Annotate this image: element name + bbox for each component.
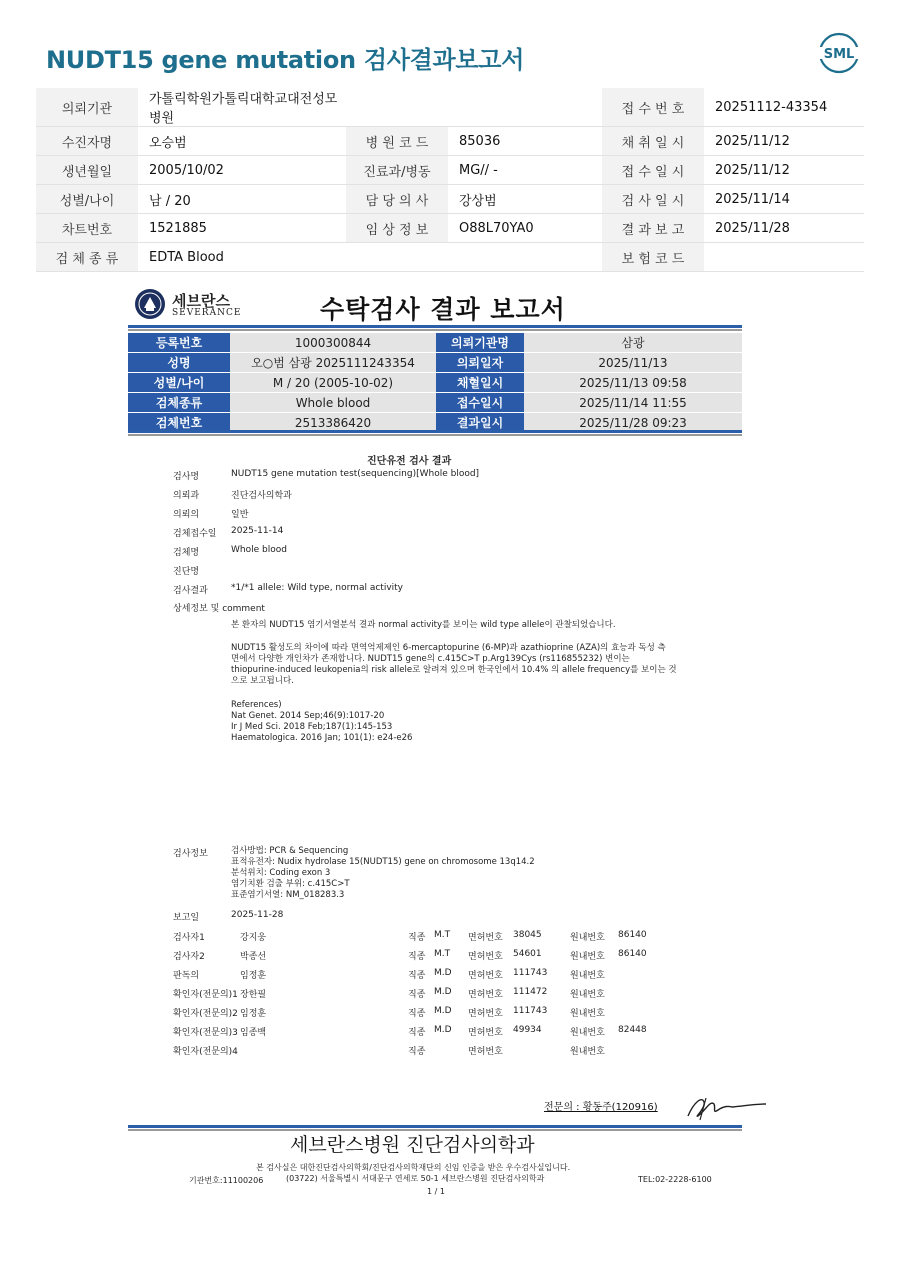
staff-role: 판독의 — [173, 971, 200, 981]
severance-name-kr: 세브란스 — [172, 292, 230, 310]
order-info-label: 검 체 종 류 — [36, 243, 138, 272]
top-divider — [128, 325, 742, 328]
severance-emblem-icon — [134, 288, 166, 324]
order-info-value: 오승범 — [138, 127, 346, 156]
staff-job-l: 직종 — [408, 1009, 426, 1019]
staff-lic-l: 면허번호 — [468, 1047, 503, 1057]
staff-job: M.D — [434, 987, 452, 997]
staff-in: 86140 — [618, 949, 647, 959]
patient-info-label: 의뢰일자 — [436, 353, 524, 373]
order-info-row — [36, 185, 864, 214]
order-info-label: 결 과 보 고 — [602, 214, 704, 243]
patient-info-row — [128, 353, 742, 373]
order-info-label — [346, 88, 448, 127]
text-line: 염기치환 검출 부위: c.415C>T — [231, 879, 350, 889]
footer-tel: TEL:02-2228-6100 — [638, 1175, 712, 1184]
order-info-label: 임 상 정 보 — [346, 214, 448, 243]
staff-lic: 111743 — [513, 1006, 548, 1016]
staff-job: M.T — [434, 930, 451, 940]
text-line: 검사방법: PCR & Sequencing — [231, 846, 349, 856]
staff-lic-l: 면허번호 — [468, 933, 503, 943]
page-number: 1 / 1 — [427, 1187, 445, 1196]
report-date: 2025-11-28 — [231, 910, 284, 920]
method-info — [231, 846, 711, 901]
order-info-value: EDTA Blood — [138, 243, 346, 272]
text-line: 으로 보고됩니다. — [231, 676, 294, 686]
result-field-value: NUDT15 gene mutation test(sequencing)[Whole blood] — [231, 469, 480, 479]
staff-lic: 54601 — [513, 949, 542, 959]
result-field-value: Whole blood — [231, 545, 287, 555]
text-line: References) — [231, 700, 282, 710]
result-field-label: 의뢰과 — [173, 491, 200, 501]
staff-job-l: 직종 — [408, 1028, 426, 1038]
patient-info-value: M / 20 (2005-10-02) — [230, 373, 436, 393]
staff-name: 임종백 — [240, 1028, 267, 1038]
top-divider-gray — [128, 329, 742, 331]
patient-info-value: 2025/11/28 09:23 — [524, 413, 742, 433]
staff-lic-l: 면허번호 — [468, 990, 503, 1000]
footer-address: (03722) 서울특별시 서대문구 연세로 50-1 세브란스병원 진단검사의학과 — [286, 1174, 545, 1183]
order-info-row — [36, 243, 864, 272]
result-field-label: 진단명 — [173, 567, 200, 577]
order-info-value: 85036 — [448, 127, 602, 156]
patient-info-value: 1000300844 — [230, 333, 436, 353]
patient-info-label: 검체종류 — [128, 393, 230, 413]
patient-info-row — [128, 373, 742, 393]
text-line: NUDT15 활성도의 차이에 따라 면역억제제인 6-mercaptopurine (6-MP)과 azathioprine (AZA)의 효능과 독성 측 — [231, 643, 666, 653]
order-info-value: 2025/11/28 — [704, 214, 864, 243]
staff-name: 임정훈 — [240, 1009, 267, 1019]
patient-info-value: 2025/11/13 09:58 — [524, 373, 742, 393]
order-info-label: 차트번호 — [36, 214, 138, 243]
order-info-label: 검 사 일 시 — [602, 185, 704, 214]
staff-job-l: 직종 — [408, 952, 426, 962]
staff-name: 박종선 — [240, 952, 267, 962]
patient-info-label: 등록번호 — [128, 333, 230, 353]
staff-name: 임정훈 — [240, 971, 267, 981]
patient-info-value: Whole blood — [230, 393, 436, 413]
order-info-table — [36, 88, 864, 272]
order-info-row — [36, 88, 864, 127]
text-line: thiopurine-induced leukopenia의 risk allele로 알려져 있으며 한국인에서 10.4% 의 allele frequency를 보이는 것 — [231, 665, 677, 675]
order-info-value: 1521885 — [138, 214, 346, 243]
comment-paragraph-2 — [231, 643, 711, 687]
text-line: Ir J Med Sci. 2018 Feb;187(1):145-153 — [231, 722, 393, 732]
order-info-label: 수진자명 — [36, 127, 138, 156]
patient-divider-gray — [128, 434, 742, 436]
order-info-value: 20251112-43354 — [704, 88, 864, 127]
order-info-label: 병 원 코 드 — [346, 127, 448, 156]
result-field-value: 진단검사의학과 — [231, 491, 292, 501]
footer-divider — [128, 1125, 742, 1128]
result-field-label: 검사결과 — [173, 586, 208, 596]
report-date-label: 보고일 — [173, 913, 200, 923]
patient-info-label: 접수일시 — [436, 393, 524, 413]
patient-info-label: 의뢰기관명 — [436, 333, 524, 353]
order-info-label: 보 험 코 드 — [602, 243, 704, 272]
order-info-label: 접 수 일 시 — [602, 156, 704, 185]
staff-in-l: 원내번호 — [570, 1028, 605, 1038]
staff-name: 장한필 — [240, 990, 267, 1000]
staff-in-l: 원내번호 — [570, 933, 605, 943]
result-field-value: *1/*1 allele: Wild type, normal activity — [231, 583, 404, 593]
order-info-value — [704, 243, 864, 272]
patient-info-value: 2025/11/14 11:55 — [524, 393, 742, 413]
handwritten-signature-icon — [684, 1092, 768, 1126]
patient-info-value: 2513386420 — [230, 413, 436, 433]
result-field-label: 의뢰의 — [173, 510, 200, 520]
order-info-label: 접 수 번 호 — [602, 88, 704, 127]
staff-in-l: 원내번호 — [570, 1047, 605, 1057]
result-field-label: 검체명 — [173, 548, 200, 558]
page-title: NUDT15 gene mutation 검사결과보고서 — [46, 46, 525, 74]
patient-info-label: 성명 — [128, 353, 230, 373]
staff-job-l: 직종 — [408, 990, 426, 1000]
staff-lic-l: 면허번호 — [468, 1028, 503, 1038]
order-info-value: 가톨릭학원가톨릭대학교대전성모병원 — [138, 88, 346, 127]
text-line: 분석위치: Coding exon 3 — [231, 868, 331, 878]
order-info-label: 진료과/병동 — [346, 156, 448, 185]
report-title: 수탁검사 결과 보고서 — [320, 295, 566, 324]
staff-lic: 38045 — [513, 930, 542, 940]
text-line: Nat Genet. 2014 Sep;46(9):1017-20 — [231, 711, 385, 721]
staff-lic: 49934 — [513, 1025, 542, 1035]
patient-info-value: 오○범 삼광 2025111243354 — [230, 353, 436, 373]
staff-in: 82448 — [618, 1025, 647, 1035]
patient-info-label: 검체번호 — [128, 413, 230, 433]
order-info-label: 담 당 의 사 — [346, 185, 448, 214]
text-line: Haematologica. 2016 Jan; 101(1): e24-e26 — [231, 733, 413, 743]
text-line: 표준염기서열: NM_018283.3 — [231, 890, 345, 900]
staff-in-l: 원내번호 — [570, 971, 605, 981]
order-info-value: 2025/11/12 — [704, 127, 864, 156]
order-info-label: 생년월일 — [36, 156, 138, 185]
staff-job-l: 직종 — [408, 971, 426, 981]
order-info-value: MG// - — [448, 156, 602, 185]
patient-divider — [128, 430, 742, 433]
staff-lic-l: 면허번호 — [468, 952, 503, 962]
sml-logo — [818, 32, 860, 74]
staff-lic-l: 면허번호 — [468, 971, 503, 981]
patient-info-label: 결과일시 — [436, 413, 524, 433]
result-field-label: 검체접수일 — [173, 529, 217, 539]
order-info-label: 의뢰기관 — [36, 88, 138, 127]
certification-note: 본 검사실은 대한진단검사의학회/진단검사의학재단의 신임 인증을 받은 우수검사실입니다. — [256, 1163, 571, 1172]
staff-job-l: 직종 — [408, 933, 426, 943]
staff-role: 검사자2 — [173, 952, 205, 962]
order-info-value: 강상범 — [448, 185, 602, 214]
order-info-label: 채 취 일 시 — [602, 127, 704, 156]
staff-role: 확인자(전문의)4 — [173, 1047, 238, 1057]
result-field-value: 일반 — [231, 510, 249, 520]
order-info-value: 2025/11/14 — [704, 185, 864, 214]
severance-name-en: SEVERANCE — [172, 308, 242, 318]
result-field-value: 2025-11-14 — [231, 526, 284, 536]
staff-role: 확인자(전문의)3 — [173, 1028, 238, 1038]
patient-info-label: 성별/나이 — [128, 373, 230, 393]
staff-role: 확인자(전문의)2 — [173, 1009, 238, 1019]
text-line: 면에서 다양한 개인차가 존재합니다. NUDT15 gene의 c.415C>T p.Arg139Cys (rs116855232) 변이는 — [231, 654, 630, 664]
patient-info-value: 삼광 — [524, 333, 742, 353]
staff-job-l: 직종 — [408, 1047, 426, 1057]
signature-text: 전문의 : 황동주(120916) — [544, 1102, 658, 1113]
result-field-label: 상세정보 및 comment — [173, 604, 265, 614]
order-info-row — [36, 214, 864, 243]
staff-in-l: 원내번호 — [570, 952, 605, 962]
staff-role: 확인자(전문의)1 — [173, 990, 238, 1000]
staff-job: M.T — [434, 949, 451, 959]
staff-in-l: 원내번호 — [570, 990, 605, 1000]
staff-name: 강지웅 — [240, 933, 267, 943]
staff-job: M.D — [434, 968, 452, 978]
text-line: 표적유전자: Nudix hydrolase 15(NUDT15) gene on chromosome 13q14.2 — [231, 857, 535, 867]
method-label: 검사정보 — [173, 849, 208, 859]
staff-job: M.D — [434, 1006, 452, 1016]
patient-info-row — [128, 333, 742, 353]
order-info-value: 남 / 20 — [138, 185, 346, 214]
patient-info-table — [128, 333, 742, 433]
order-info-row — [36, 127, 864, 156]
staff-lic: 111743 — [513, 968, 548, 978]
order-info-value: 2025/11/12 — [704, 156, 864, 185]
staff-role: 검사자1 — [173, 933, 205, 943]
patient-info-label: 채혈일시 — [436, 373, 524, 393]
institution-number: 기관번호:11100206 — [189, 1176, 264, 1185]
comment-paragraph-1: 본 환자의 NUDT15 염기서열분석 결과 normal activity를 보이는 wild type allele이 관찰되었습니다. — [231, 620, 616, 630]
staff-in: 86140 — [618, 930, 647, 940]
order-info-label: 성별/나이 — [36, 185, 138, 214]
order-info-value — [448, 243, 602, 272]
svg-text:SML: SML — [823, 47, 855, 62]
order-info-value: 2005/10/02 — [138, 156, 346, 185]
patient-info-value: 2025/11/13 — [524, 353, 742, 373]
staff-job: M.D — [434, 1025, 452, 1035]
order-info-row — [36, 156, 864, 185]
references — [231, 700, 631, 744]
order-info-value: O88L70YA0 — [448, 214, 602, 243]
footer-title: 세브란스병원 진단검사의학과 — [290, 1134, 535, 1156]
staff-in-l: 원내번호 — [570, 1009, 605, 1019]
order-info-value — [448, 88, 602, 127]
staff-lic: 111472 — [513, 987, 548, 997]
order-info-label — [346, 243, 448, 272]
result-field-label: 검사명 — [173, 472, 200, 482]
result-section-title: 진단유전 검사 결과 — [367, 456, 452, 467]
patient-info-row — [128, 393, 742, 413]
staff-lic-l: 면허번호 — [468, 1009, 503, 1019]
